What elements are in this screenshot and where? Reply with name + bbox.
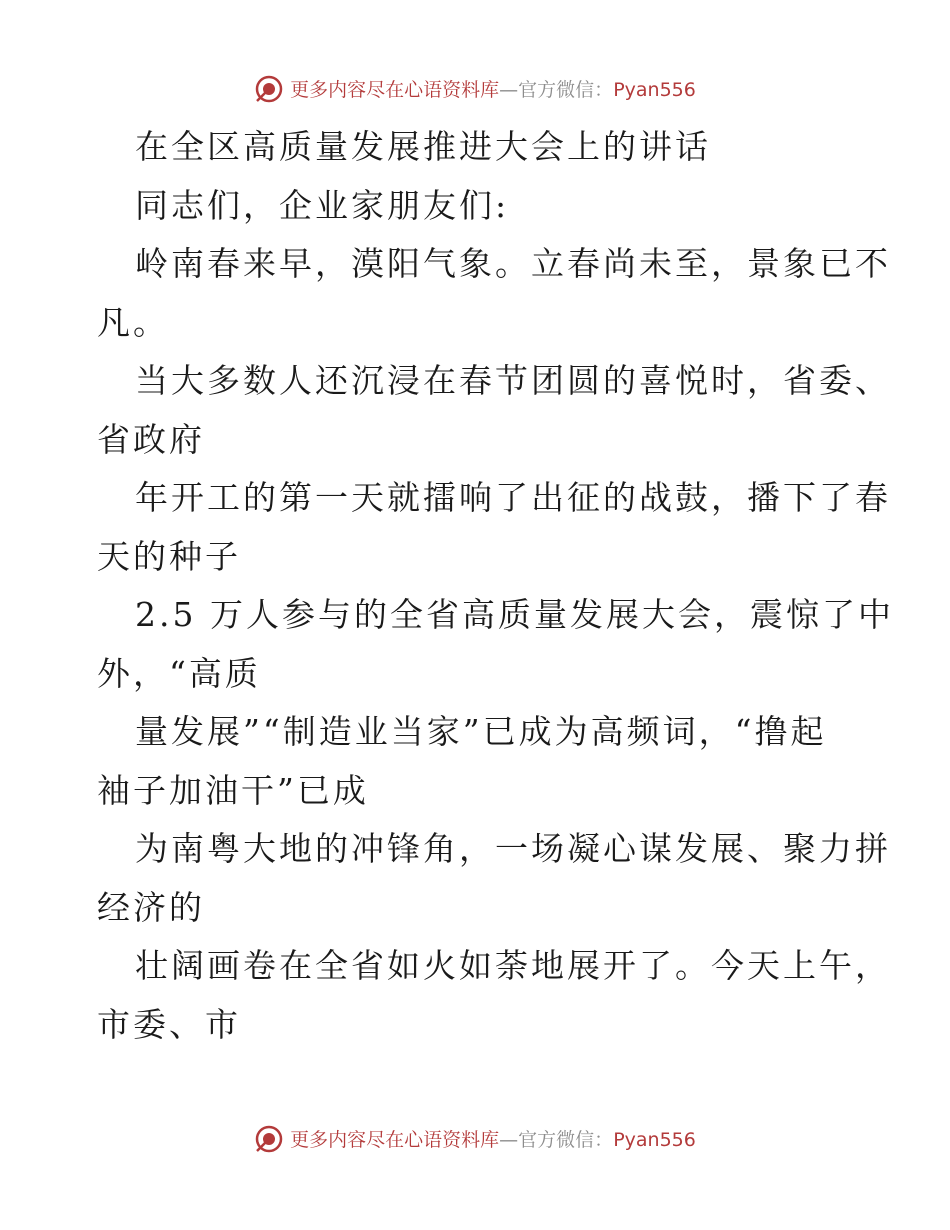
document-title: 在全区高质量发展推进大会上的讲话 <box>135 127 711 166</box>
salutation: 同志们，企业家朋友们: <box>135 185 510 225</box>
header-watermark <box>0 76 950 104</box>
pen-logo-icon <box>254 74 284 104</box>
paragraph-6: 为南粤大地的冲锋角，一场凝心谋发展、聚力拼 经济的 <box>97 829 891 927</box>
watermark-text: 更多内容尽在心语资料库 <box>290 79 500 101</box>
watermark-separator: — <box>499 1129 519 1151</box>
footer-watermark <box>0 1126 950 1154</box>
paragraph-7: 壮阔画卷在全省如火如荼地展开了。今天上午， 市委、市 <box>97 946 891 1044</box>
watermark-wechat-label: 官方微信： <box>518 79 614 101</box>
watermark-separator: — <box>499 79 519 101</box>
paragraph-3: 年开工的第一天就擂响了出征的战鼓，播下了春 天的种子 <box>97 478 891 576</box>
watermark-wechat-label: 官方微信： <box>518 1129 614 1151</box>
paragraph-4: 2.5 万人参与的全省高质量发展大会，震惊了中 外，“高质 <box>97 595 894 693</box>
watermark-handle: Pyan556 <box>613 1129 696 1151</box>
paragraph-1: 岭南春来早，漠阳气象。立春尚未至，景象已不 凡。 <box>97 244 891 342</box>
watermark-handle: Pyan556 <box>613 79 696 101</box>
document-body <box>97 118 894 1054</box>
watermark-text: 更多内容尽在心语资料库 <box>290 1129 500 1151</box>
pen-logo-icon <box>254 1124 284 1154</box>
paragraph-5: 量发展”“制造业当家”已成为高频词，“撸起 袖子加油干”已成 <box>97 712 827 810</box>
paragraph-2: 当大多数人还沉浸在春节团圆的喜悦时，省委、 省政府 <box>97 361 891 459</box>
